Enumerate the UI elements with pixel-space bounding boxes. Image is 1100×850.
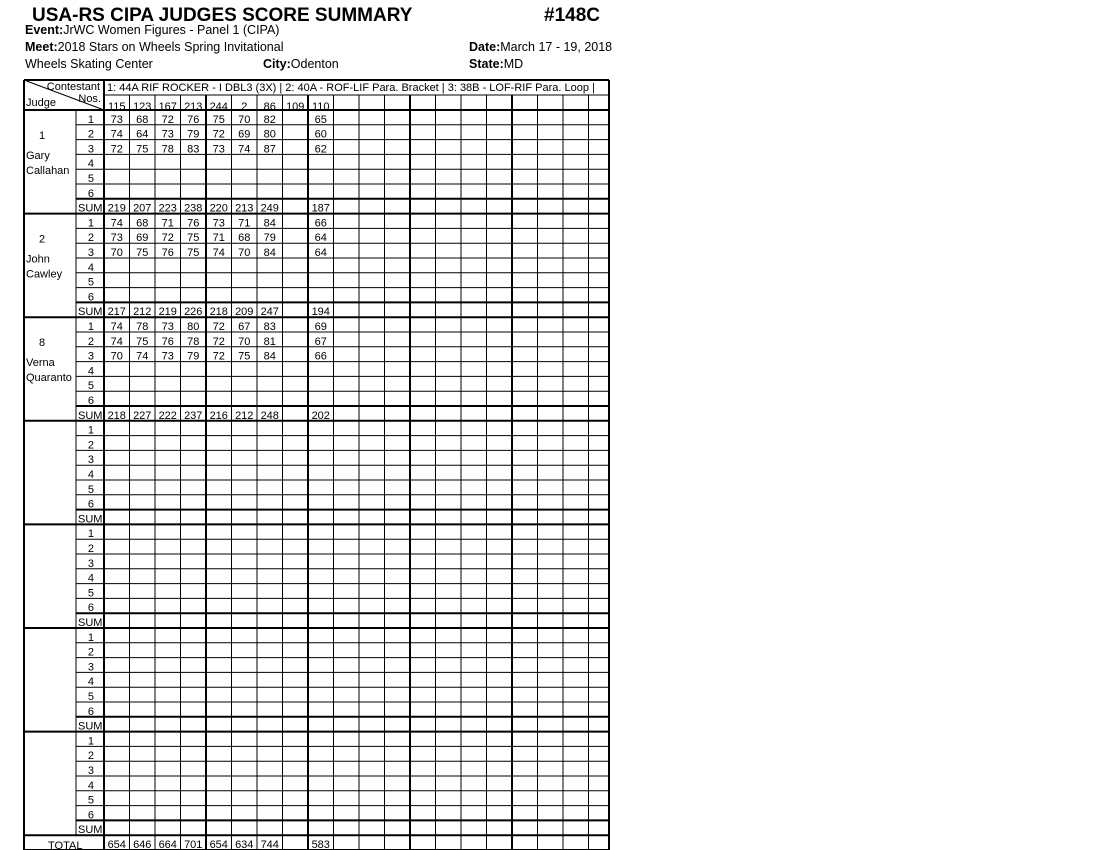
score-cell: 79: [187, 128, 200, 141]
contestant-number: 244: [209, 101, 228, 113]
figure-row-label: 2: [87, 335, 94, 348]
score-cell: 82: [263, 113, 276, 126]
score-cell: 83: [263, 321, 276, 333]
score-cell: 84: [263, 217, 276, 230]
score-cell: 64: [314, 232, 327, 245]
score-cell: 80: [187, 321, 200, 333]
score-cell: 73: [161, 321, 174, 333]
figure-row-label: 3: [87, 661, 94, 674]
score-cell: 74: [136, 350, 149, 363]
score-cell: 73: [212, 143, 225, 156]
figure-row-label: 2: [87, 439, 94, 452]
judge-first-name: Gary: [26, 150, 50, 162]
judge-label: Judge: [26, 97, 56, 109]
score-cell: 75: [136, 247, 149, 259]
figure-row-label: 6: [87, 705, 94, 718]
sum-score: 247: [260, 306, 279, 319]
state-value: MD: [503, 57, 524, 71]
figure-row-label: 4: [87, 469, 94, 481]
judge-number: 2: [38, 233, 46, 246]
total-score: 744: [260, 839, 279, 850]
judge-last-name: Quaranto: [26, 372, 72, 385]
sum-score: 207: [133, 202, 152, 215]
score-cell: 75: [212, 113, 225, 126]
sum-score: 220: [209, 202, 228, 215]
score-cell: 76: [161, 247, 174, 259]
score-cell: 66: [314, 350, 327, 363]
figure-row-label: 2: [87, 128, 94, 141]
figure-row-label: 1: [87, 113, 94, 126]
total-score: 664: [158, 839, 177, 850]
sum-score: 209: [235, 306, 254, 319]
sum-row-label: SUM: [78, 720, 103, 733]
venue-name: Wheels Skating Center: [25, 57, 153, 71]
score-cell: 71: [161, 217, 174, 230]
judge-number: 8: [38, 337, 46, 350]
score-cell: 79: [187, 350, 200, 363]
score-cell: 84: [263, 247, 276, 259]
figure-row-label: 3: [87, 247, 94, 259]
score-cell: 73: [110, 232, 123, 245]
score-cell: 74: [110, 321, 123, 333]
sum-score: 218: [107, 409, 126, 422]
score-cell: 72: [110, 143, 123, 156]
score-cell: 69: [238, 128, 251, 141]
sum-score: 219: [158, 306, 177, 319]
contestant-number: 115: [107, 101, 126, 113]
judge-first-name: John: [26, 253, 50, 266]
score-cell: 70: [238, 335, 251, 348]
score-cell: 68: [238, 232, 251, 245]
sum-score: 217: [107, 306, 126, 319]
sum-row-label: SUM: [78, 306, 103, 319]
score-cell: 70: [238, 113, 251, 126]
score-cell: 74: [110, 217, 123, 230]
event-label: Event:: [25, 23, 64, 37]
contestant-number: 109: [286, 101, 305, 113]
sum-score: 238: [184, 202, 203, 215]
score-cell: 70: [110, 350, 123, 363]
total-score: 654: [107, 839, 126, 850]
sum-score: 216: [209, 409, 228, 422]
score-cell: 84: [263, 350, 276, 363]
sum-score: 218: [209, 306, 228, 319]
sum-score: 219: [107, 202, 126, 215]
figure-row-label: 1: [87, 631, 94, 644]
score-cell: 75: [187, 247, 200, 259]
sum-row-label: SUM: [78, 202, 103, 215]
sum-score: 187: [311, 202, 330, 215]
score-cell: 75: [136, 335, 149, 348]
score-cell: 76: [161, 335, 174, 348]
score-cell: 69: [136, 232, 149, 245]
sum-score: 194: [311, 306, 330, 319]
sum-score: 227: [133, 409, 152, 422]
score-cell: 72: [161, 113, 174, 126]
figure-row-label: 3: [87, 557, 94, 570]
score-cell: 75: [136, 143, 149, 156]
judge-last-name: Cawley: [26, 268, 63, 281]
contestant-number: 86: [263, 101, 276, 113]
sum-row-label: SUM: [78, 513, 103, 526]
event-value: JrWC Women Figures - Panel 1 (CIPA): [63, 23, 280, 37]
contestant-number: 167: [158, 101, 177, 113]
score-cell: 72: [212, 335, 225, 348]
total-label: TOTAL: [48, 840, 83, 850]
contestant-label: Contestant: [46, 81, 100, 93]
document-title: USA-RS CIPA JUDGES SCORE SUMMARY: [32, 5, 413, 26]
sum-score: 212: [235, 409, 254, 422]
score-cell: 69: [314, 321, 327, 333]
figure-row-label: 5: [87, 483, 94, 496]
score-cell: 62: [314, 143, 327, 156]
judge-number: 1: [38, 130, 46, 142]
figure-row-label: 5: [87, 380, 94, 393]
figure-row-label: 5: [87, 276, 94, 289]
figure-row-label: 5: [87, 691, 94, 703]
sum-score: 226: [184, 306, 203, 319]
figure-row-label: 1: [87, 217, 94, 230]
sum-row-label: SUM: [78, 409, 103, 422]
figure-row-label: 4: [87, 365, 94, 378]
score-cell: 64: [136, 128, 149, 141]
figure-row-label: 5: [87, 173, 94, 185]
figure-row-label: 2: [87, 646, 94, 659]
score-cell: 72: [212, 350, 225, 363]
contestant-number: 2: [241, 101, 248, 113]
score-cell: 68: [136, 113, 149, 126]
score-cell: 73: [110, 113, 123, 126]
score-cell: 81: [263, 335, 276, 348]
nos-label: Nos.: [78, 93, 101, 105]
figure-row-label: 6: [87, 809, 94, 822]
figures-description: 1: 44A RIF ROCKER - I DBL3 (3X) | 2: 40A - ROF-LIF Para. Bracket | 3: 38B - LOF-RIF Para. Loop |: [107, 82, 595, 94]
sum-score: 249: [260, 202, 279, 215]
figure-row-label: 1: [87, 321, 94, 333]
score-cell: 75: [187, 232, 200, 245]
sum-score: 237: [184, 409, 203, 422]
city-value: Odenton: [290, 57, 339, 71]
score-cell: 68: [136, 217, 149, 230]
city-label: City:: [263, 57, 291, 71]
sum-score: 248: [260, 409, 279, 422]
total-score: 583: [311, 839, 330, 850]
score-cell: 73: [161, 350, 174, 363]
meet-value: 2018 Stars on Wheels Spring Invitational: [57, 40, 284, 54]
score-cell: 73: [212, 217, 225, 230]
figure-row-label: 4: [87, 261, 94, 274]
summary-number: #148C: [544, 5, 600, 26]
score-cell: 74: [212, 247, 225, 259]
score-cell: 74: [110, 335, 123, 348]
sum-row-label: SUM: [78, 617, 103, 629]
figure-row-label: 2: [87, 232, 94, 245]
sum-score: 223: [158, 202, 177, 215]
score-cell: 73: [161, 128, 174, 141]
figure-row-label: 3: [87, 143, 94, 156]
figure-row-label: 6: [87, 187, 94, 200]
figure-row-label: 3: [87, 765, 94, 777]
figure-row-label: 6: [87, 291, 94, 304]
score-cell: 76: [187, 217, 200, 230]
figure-row-label: 1: [87, 735, 94, 748]
total-score: 654: [209, 839, 228, 850]
score-cell: 80: [263, 128, 276, 141]
sum-score: 222: [158, 409, 177, 422]
contestant-number: 110: [311, 101, 330, 113]
state-label: State:: [469, 57, 504, 71]
score-cell: 70: [110, 247, 123, 259]
total-score: 701: [184, 839, 203, 850]
score-cell: 74: [238, 143, 251, 156]
meet-label: Meet:: [25, 40, 58, 54]
contestant-number: 213: [184, 101, 203, 113]
judge-last-name: Callahan: [26, 165, 70, 177]
figure-row-label: 3: [87, 454, 94, 467]
score-cell: 78: [187, 335, 200, 348]
score-cell: 83: [187, 143, 200, 156]
score-cell: 75: [238, 350, 251, 363]
figure-row-label: 4: [87, 779, 94, 792]
figure-row-label: 5: [87, 587, 94, 600]
score-cell: 65: [314, 113, 327, 126]
figure-row-label: 2: [87, 543, 94, 555]
score-cell: 60: [314, 128, 327, 141]
sum-score: 213: [235, 202, 254, 215]
score-cell: 66: [314, 217, 327, 230]
judge-first-name: Verna: [26, 357, 55, 370]
figure-row-label: 6: [87, 602, 94, 615]
score-cell: 71: [212, 232, 225, 245]
score-cell: 74: [110, 128, 123, 141]
sum-score: 212: [133, 306, 152, 319]
score-cell: 76: [187, 113, 200, 126]
score-cell: 64: [314, 247, 327, 259]
figure-row-label: 5: [87, 794, 94, 807]
score-cell: 78: [136, 321, 149, 333]
figure-row-label: 4: [87, 158, 94, 171]
score-cell: 78: [161, 143, 174, 156]
score-cell: 87: [263, 143, 276, 156]
score-cell: 70: [238, 247, 251, 259]
figure-row-label: 1: [87, 528, 94, 541]
sum-row-label: SUM: [78, 824, 103, 837]
figure-row-label: 2: [87, 750, 94, 763]
contestant-number: 123: [133, 101, 152, 113]
figure-row-label: 4: [87, 572, 94, 585]
total-score: 646: [133, 839, 152, 850]
figure-row-label: 3: [87, 350, 94, 363]
score-cell: 67: [238, 321, 251, 333]
score-cell: 72: [212, 128, 225, 141]
score-cell: 72: [212, 321, 225, 333]
date-label: Date:: [469, 40, 501, 54]
figure-row-label: 6: [87, 498, 94, 511]
figure-row-label: 1: [87, 424, 94, 437]
figure-row-label: 4: [87, 676, 94, 689]
score-cell: 79: [263, 232, 276, 245]
score-cell: 72: [161, 232, 174, 245]
figure-row-label: 6: [87, 395, 94, 407]
total-score: 634: [235, 839, 254, 850]
date-value: March 17 - 19, 2018: [500, 40, 613, 54]
score-cell: 67: [314, 335, 327, 348]
sum-score: 202: [311, 409, 330, 422]
score-cell: 71: [238, 217, 251, 230]
